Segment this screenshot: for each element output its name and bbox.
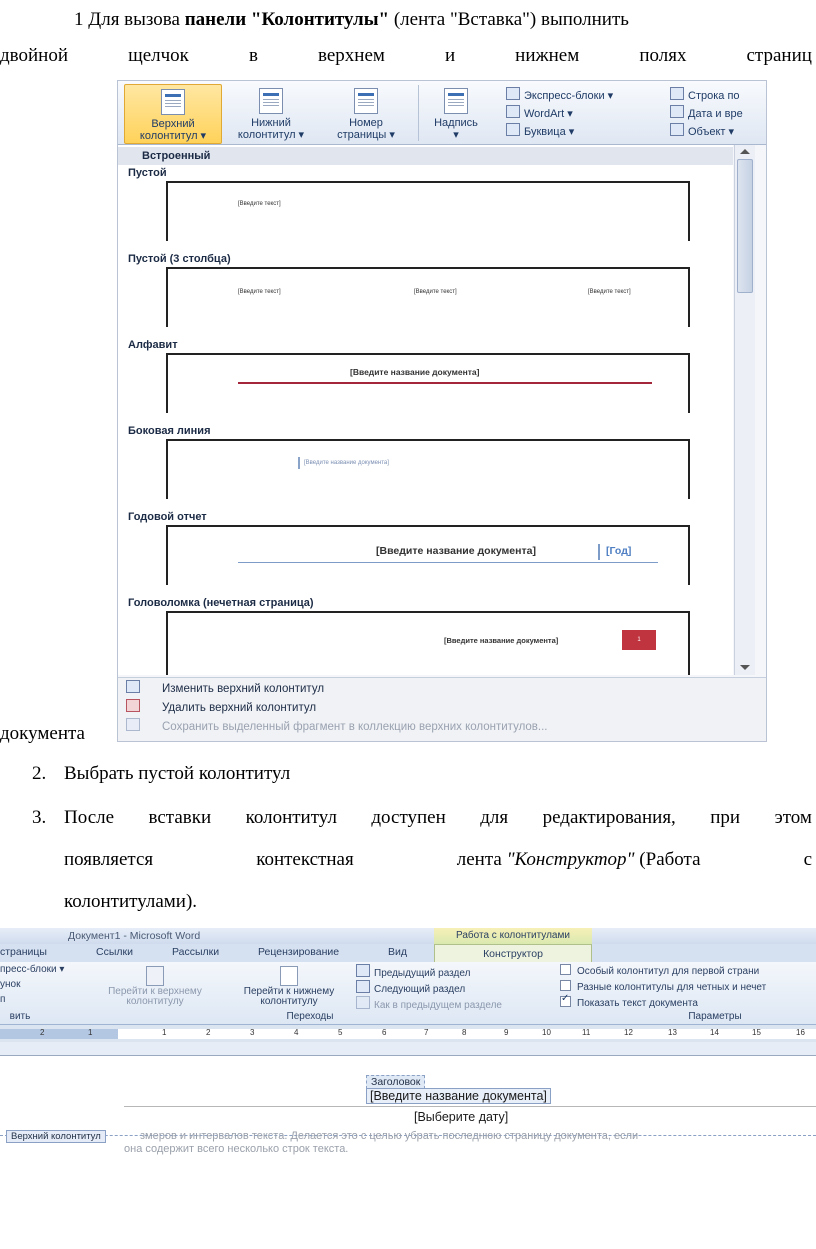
word: колонтитул xyxy=(245,807,337,828)
datetime-label: Дата и вре xyxy=(688,108,743,120)
template-name: Головоломка (нечетная страница) xyxy=(128,597,314,609)
checkbox-icon[interactable] xyxy=(560,964,571,975)
word: этом xyxy=(774,807,812,828)
checkbox-icon[interactable] xyxy=(560,980,571,991)
wordart-icon xyxy=(506,105,520,118)
ruler-number: 1 xyxy=(162,1028,167,1037)
word: для xyxy=(480,807,509,828)
word: страниц xyxy=(746,45,812,66)
next-section-icon xyxy=(356,980,370,993)
prev-section-label: Предыдущий раздел xyxy=(374,968,471,979)
remove-header-item[interactable] xyxy=(126,699,316,717)
textbox-button[interactable] xyxy=(426,84,486,142)
placeholder: [Введите название документа] xyxy=(444,636,559,645)
goto-header-label2: колонтитулу xyxy=(126,996,184,1007)
tab-mailings[interactable]: Рассылки xyxy=(172,946,220,958)
tab-references[interactable]: Ссылки xyxy=(96,946,133,958)
ruler-number: 12 xyxy=(624,1028,633,1037)
side-bar xyxy=(298,457,300,469)
link-prev-label: Как в предыдущем разделе xyxy=(374,1000,502,1011)
option-show-text[interactable] xyxy=(560,996,698,1009)
header-button[interactable] xyxy=(124,84,222,144)
insert-ribbon xyxy=(118,81,766,145)
step3-number: 3. xyxy=(32,807,47,828)
footer-button-label2: колонтитул ▾ xyxy=(237,129,305,141)
title-control-tag[interactable]: Заголовок xyxy=(366,1075,425,1089)
template-name: Пустой (3 столбца) xyxy=(128,253,231,265)
step3-line3: колонтитулами). xyxy=(64,891,198,912)
word: контекстная xyxy=(256,849,354,870)
step1-bold-panel: панели "Колонтитулы" xyxy=(184,9,390,30)
edit-header-icon xyxy=(126,680,140,693)
option-label: Разные колонтитулы для четных и нечет xyxy=(577,982,767,993)
ruler-number: 15 xyxy=(752,1028,761,1037)
edit-header-label: Изменить верхний колонтитул xyxy=(162,683,325,695)
page-number-label2: страницы ▾ xyxy=(337,129,395,141)
goto-header-button[interactable] xyxy=(100,987,210,1007)
ruler-number: 7 xyxy=(424,1028,429,1037)
scroll-thumb[interactable] xyxy=(737,159,753,293)
placeholder: [Введите текст] xyxy=(414,289,457,295)
save-selection-icon xyxy=(126,718,140,731)
constructor-ribbon xyxy=(0,962,816,1024)
footer-button-label: Нижний xyxy=(251,117,291,129)
date-field[interactable]: [Выберите дату] xyxy=(414,1110,509,1124)
template-name: Боковая линия xyxy=(128,425,211,437)
clipart-item[interactable]: п xyxy=(0,994,6,1005)
placeholder: [Введите название документа] xyxy=(376,545,536,557)
ruler-number: 14 xyxy=(710,1028,719,1037)
header-gallery-screenshot xyxy=(117,80,767,742)
header-rule xyxy=(124,1106,816,1107)
ribbon-tabs xyxy=(0,944,816,963)
next-section-button[interactable] xyxy=(356,980,465,995)
scroll-down-icon[interactable] xyxy=(740,665,750,670)
title-bar xyxy=(0,928,816,944)
word xyxy=(457,850,701,869)
template-blank-3col[interactable] xyxy=(166,267,690,327)
word-constructor-screenshot xyxy=(0,928,816,1056)
template-name: Пустой xyxy=(128,167,167,179)
word-lenta: лента xyxy=(456,849,502,870)
textbox-label2: ▾ xyxy=(453,129,459,141)
title-field[interactable]: [Введите название документа] xyxy=(366,1088,551,1104)
tab-review[interactable]: Рецензирование xyxy=(258,946,340,958)
header-gallery-list xyxy=(118,145,733,675)
ruler-number: 1 xyxy=(88,1028,93,1037)
option-odd-even[interactable] xyxy=(560,980,766,993)
step2-number: 2. xyxy=(32,763,47,784)
page-number: 1 xyxy=(637,637,641,643)
constructor-italic: "Конструктор" xyxy=(506,849,635,870)
goto-footer-label2: колонтитулу xyxy=(260,996,318,1007)
object-button[interactable] xyxy=(670,123,734,139)
ruler-number: 6 xyxy=(382,1028,387,1037)
word: в xyxy=(248,45,258,66)
option-first-page[interactable] xyxy=(560,964,759,977)
save-selection-label: Сохранить выделенный фрагмент в коллекцию верхних колонтитулов... xyxy=(162,721,548,733)
page-number-icon xyxy=(354,88,378,114)
template-name: Алфавит xyxy=(128,339,178,351)
template-sideline[interactable] xyxy=(166,439,690,499)
goto-header-icon xyxy=(146,966,164,986)
ruler-number: 9 xyxy=(504,1028,509,1037)
page-number-box xyxy=(622,630,656,650)
ruler-number: 13 xyxy=(668,1028,677,1037)
template-name: Годовой отчет xyxy=(128,511,207,523)
group-insert-label: вить xyxy=(9,1011,31,1022)
word: доступен xyxy=(371,807,446,828)
gallery-footer xyxy=(118,677,766,742)
remove-header-icon xyxy=(126,699,140,712)
dropcap-button[interactable] xyxy=(506,123,574,139)
goto-footer-icon xyxy=(280,966,298,986)
ruler-margin xyxy=(0,1029,118,1039)
step1-text-b: (лента "Вставка") выполнить xyxy=(393,9,629,30)
template-puzzle-odd[interactable] xyxy=(166,611,690,675)
textbox-label: Надпись xyxy=(434,117,478,129)
template-annual[interactable] xyxy=(166,525,690,585)
placeholder: [Введите текст] xyxy=(238,201,281,207)
quickparts-button[interactable] xyxy=(506,87,613,103)
step3-line2 xyxy=(64,850,812,869)
word: и xyxy=(444,45,456,66)
tab-page-layout[interactable]: страницы xyxy=(0,946,47,958)
wordart-button[interactable] xyxy=(506,105,573,121)
header-icon xyxy=(161,89,185,115)
ribbon-divider xyxy=(418,85,419,141)
prev-section-icon xyxy=(356,964,370,977)
footer-icon xyxy=(259,88,283,114)
link-prev-button[interactable] xyxy=(356,996,502,1011)
quickparts-item[interactable]: пресс-блоки ▾ xyxy=(0,964,65,975)
goto-header-label: Перейти к верхнему xyxy=(108,986,202,997)
baseline xyxy=(238,562,658,563)
placeholder: [Введите название документа] xyxy=(304,460,389,466)
calendar-icon xyxy=(670,105,684,118)
placeholder: [Введите текст] xyxy=(238,289,281,295)
ruler-number: 2 xyxy=(40,1028,45,1037)
ribbon-shadow xyxy=(0,1042,816,1055)
quickparts-icon xyxy=(506,87,520,100)
goto-footer-button[interactable] xyxy=(228,987,350,1007)
signature-button[interactable] xyxy=(670,87,740,103)
checkbox-checked-icon[interactable] xyxy=(560,996,571,1007)
ruler-number: 2 xyxy=(206,1028,211,1037)
placeholder-year: [Год] xyxy=(606,545,632,557)
gallery-scrollbar[interactable] xyxy=(734,145,755,675)
word: щелчок xyxy=(128,45,189,66)
body-text-line: она содержит всего несколько строк текста. xyxy=(124,1143,349,1155)
signature-label: Строка по xyxy=(688,90,740,102)
save-selection-item[interactable] xyxy=(126,718,548,736)
object-label: Объект ▾ xyxy=(688,126,735,138)
word: вставки xyxy=(148,807,212,828)
step2-text: Выбрать пустой колонтитул xyxy=(64,763,291,784)
body-text-line: змеров и интервалов текста. Делается это с целью убрать последнюю страницу документа, если xyxy=(140,1130,639,1142)
picture-item[interactable]: унок xyxy=(0,979,21,990)
word: с xyxy=(803,849,812,870)
step1-line2 xyxy=(0,46,812,65)
ruler-number: 3 xyxy=(250,1028,255,1037)
window-title: Документ1 - Microsoft Word xyxy=(68,930,201,942)
header-button-label2: колонтитул ▾ xyxy=(139,130,207,142)
link-icon xyxy=(356,996,370,1009)
template-blank[interactable] xyxy=(166,181,690,241)
wordart-label: WordArt ▾ xyxy=(524,108,573,120)
tab-constructor[interactable]: Конструктор xyxy=(434,944,592,963)
accent-line xyxy=(238,382,652,384)
tab-view[interactable]: Вид xyxy=(388,946,407,958)
prev-section-button[interactable] xyxy=(356,964,470,979)
next-section-label: Следующий раздел xyxy=(374,984,466,995)
word: нижнем xyxy=(515,45,580,66)
footer-button[interactable] xyxy=(224,84,318,142)
builtin-header: Встроенный xyxy=(118,147,733,165)
ruler-number: 5 xyxy=(338,1028,343,1037)
datetime-button[interactable] xyxy=(670,105,743,121)
placeholder: [Введите текст] xyxy=(588,289,631,295)
step1-line xyxy=(74,10,816,29)
ruler-number: 16 xyxy=(796,1028,805,1037)
quickparts-label: Экспресс-блоки ▾ xyxy=(524,90,614,102)
option-label: Показать текст документа xyxy=(577,998,698,1009)
textbox-icon xyxy=(444,88,468,114)
group-options-label: Параметры xyxy=(688,1011,742,1022)
word: двойной xyxy=(0,45,69,66)
signature-icon xyxy=(670,87,684,100)
header-edit-area xyxy=(0,1055,816,1249)
remove-header-label: Удалить верхний колонтитул xyxy=(162,702,317,714)
ruler-number: 11 xyxy=(582,1028,591,1037)
scroll-up-icon[interactable] xyxy=(740,149,750,154)
option-label: Особый колонтитул для первой страни xyxy=(577,966,760,977)
divider xyxy=(598,544,600,560)
word: при xyxy=(710,807,741,828)
dropcap-icon xyxy=(506,123,520,136)
dropcap-label: Буквица ▾ xyxy=(524,126,575,138)
ruler-number: 4 xyxy=(294,1028,299,1037)
ruler-number: 8 xyxy=(462,1028,467,1037)
header-tag: Верхний колонтитул xyxy=(6,1130,106,1143)
word: После xyxy=(64,807,115,828)
group-navigation-label: Переходы xyxy=(286,1011,334,1022)
goto-footer-label: Перейти к нижнему xyxy=(243,986,335,997)
context-tab-header: Работа с колонтитулами xyxy=(434,928,592,944)
template-alphabet[interactable] xyxy=(166,353,690,413)
object-icon xyxy=(670,123,684,136)
word-rabota: (Работа xyxy=(639,849,701,870)
placeholder: [Введите название документа] xyxy=(350,367,480,377)
header-button-label: Верхний xyxy=(151,118,195,130)
ruler-number: 10 xyxy=(542,1028,551,1037)
word: верхнем xyxy=(317,45,385,66)
word: редактирования, xyxy=(542,807,676,828)
step3-line1 xyxy=(64,808,812,827)
horizontal-ruler[interactable] xyxy=(0,1024,816,1043)
documenta-text: документа xyxy=(0,723,85,744)
word: полях xyxy=(639,45,687,66)
edit-header-item[interactable] xyxy=(126,680,324,698)
step1-text-a: 1 Для вызова xyxy=(74,9,180,30)
page-number-button[interactable] xyxy=(322,84,410,142)
word: появляется xyxy=(64,849,154,870)
page-number-label: Номер xyxy=(349,117,383,129)
